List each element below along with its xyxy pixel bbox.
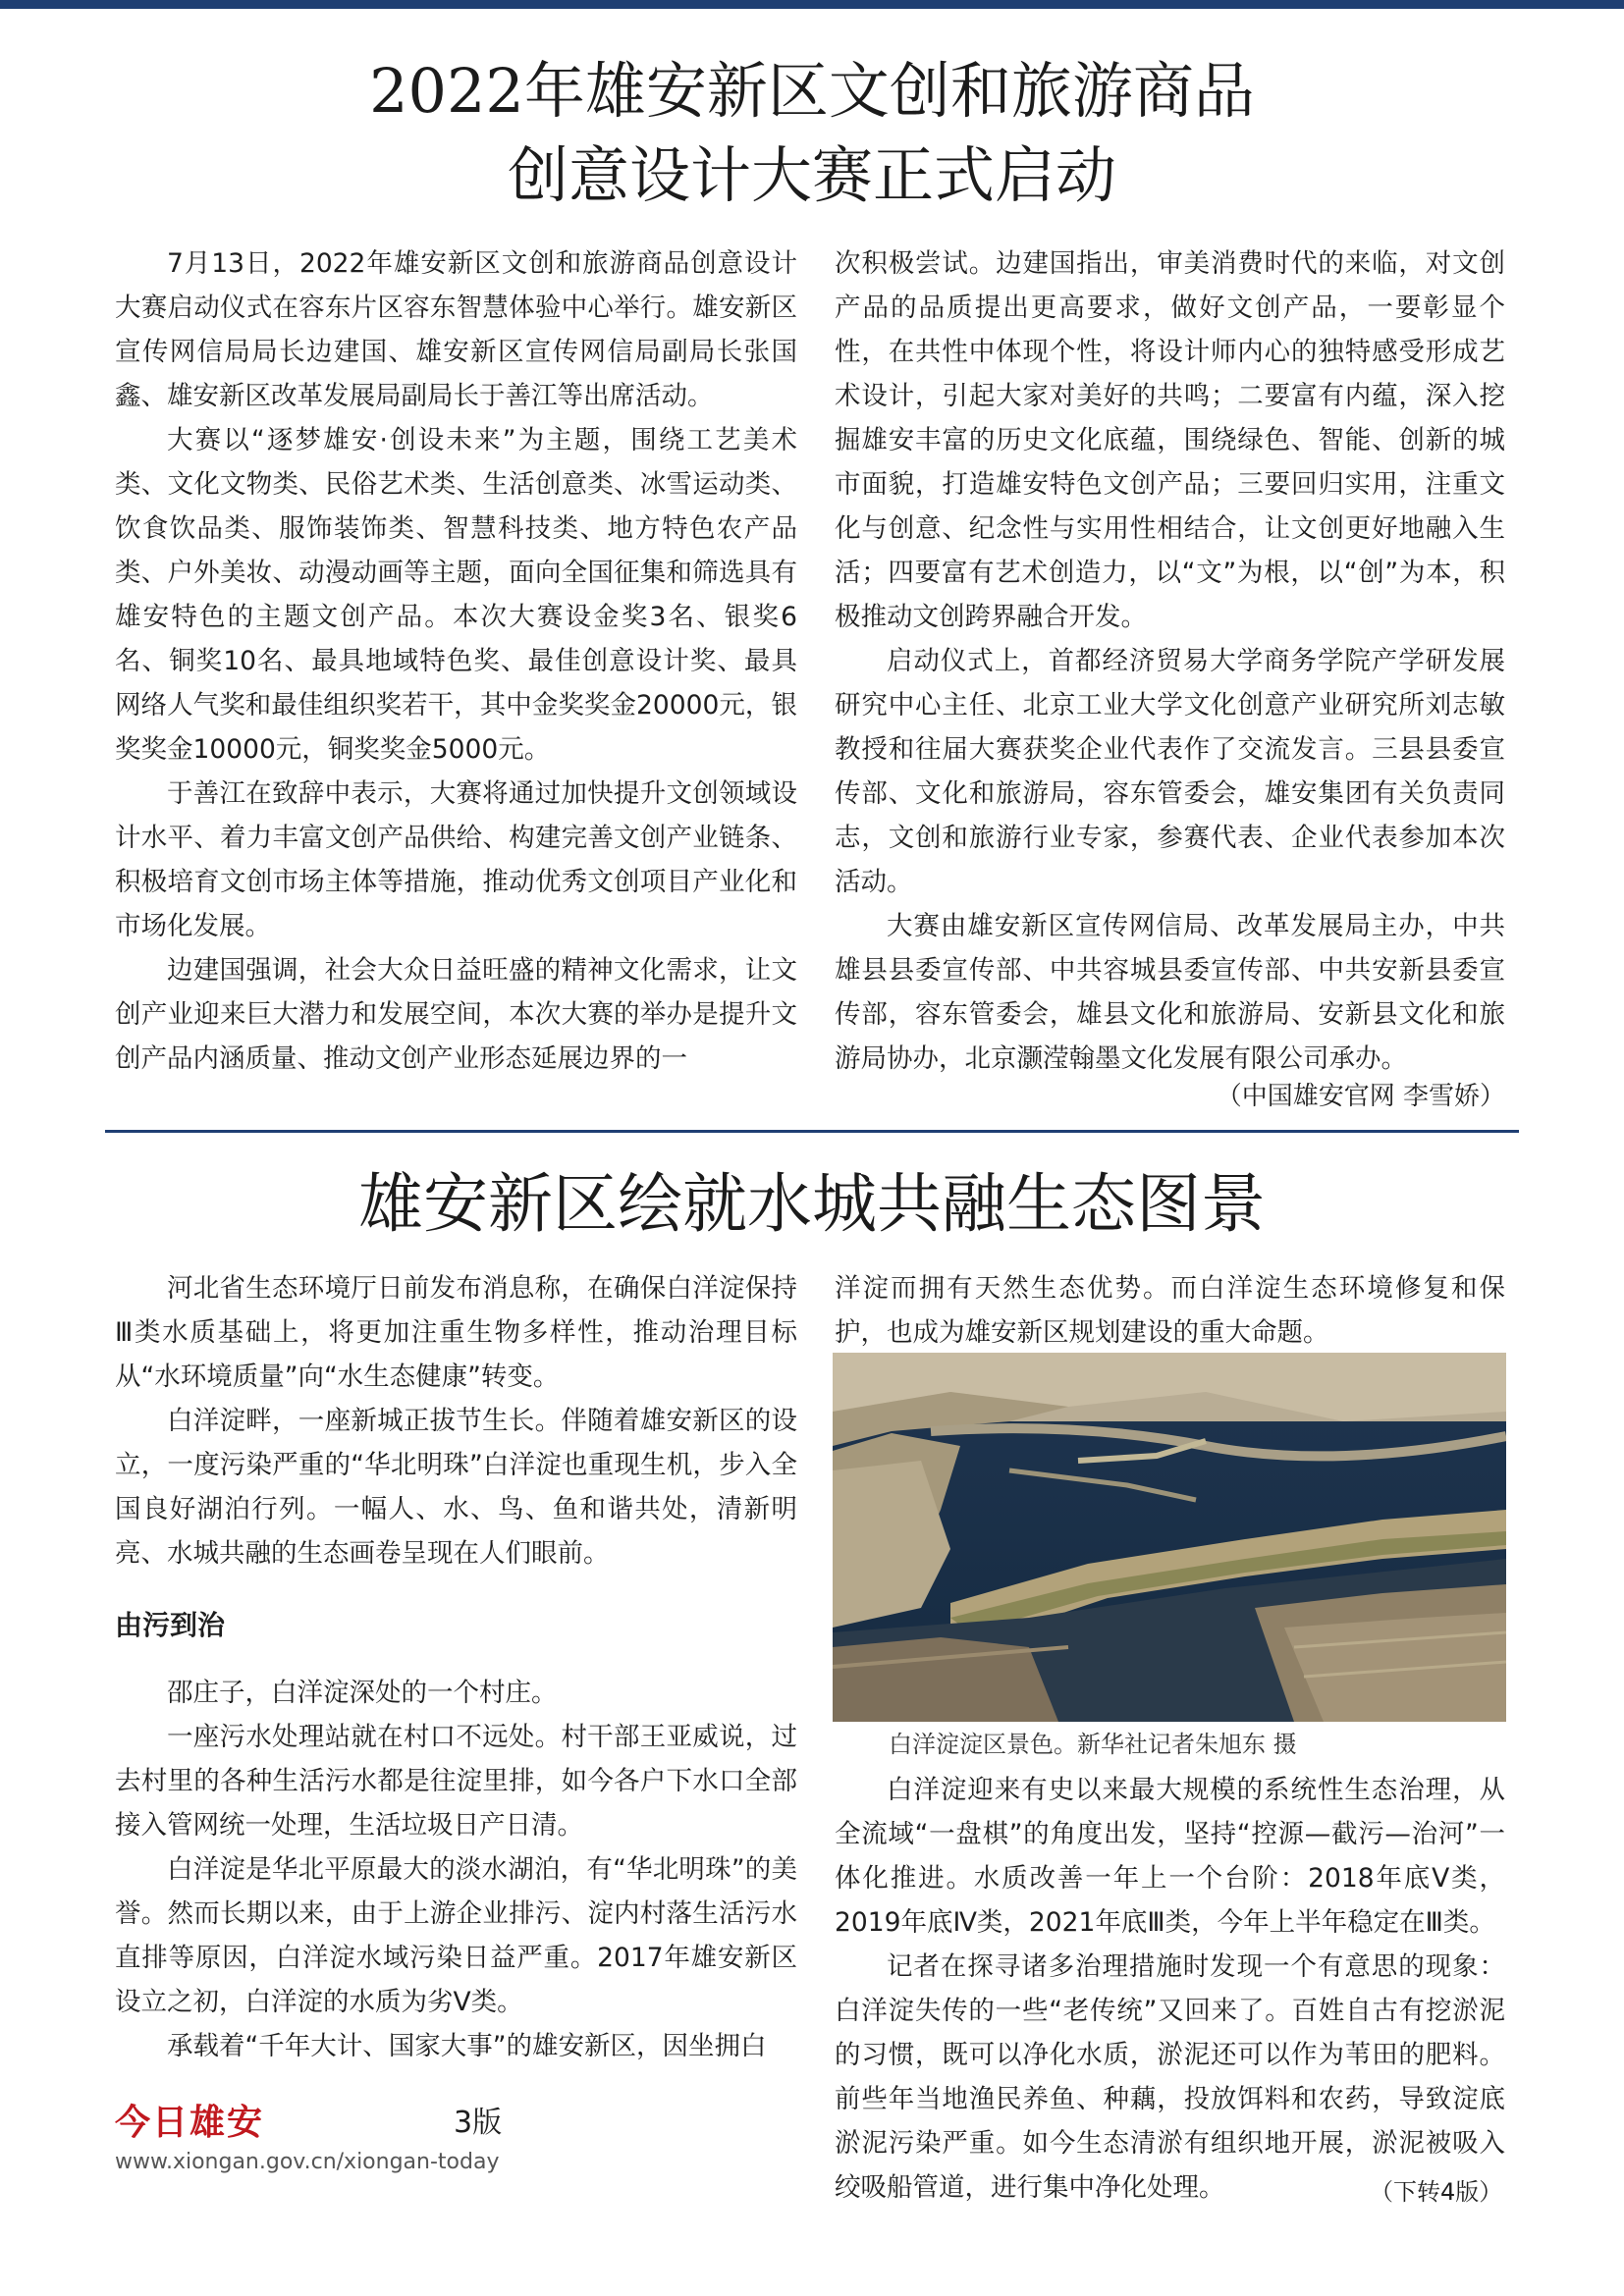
article2-paragraph: 邵庄子，白洋淀深处的一个村庄。 [167,1678,558,1708]
article2-paragraph: 记者在探寻诸多治理措施时发现一个有意思的现象：白洋淀失传的一些“老传统”又回来了。百姓自古有挖淤泥的习惯，既可以净化水质，淤泥还可以作为苇田的肥料。前些年当地渔民养鱼、种藕，投放饵料和农药，导致淀底淤泥污染严重。如今生态清淤有组织地开展，淤泥被吸入绞吸船管道，进行集中净化处理。 [835,1951,1505,2203]
article2-paragraph: 白洋淀畔，一座新城正拔节生长。伴随着雄安新区的设立，一度污染严重的“华北明珠”白洋淀也重现生机，步入全国良好湖泊行列。一幅人、水、鸟、鱼和谐共处，清新明亮、水城共融的生态画卷呈现在人们眼前。 [115,1406,797,1569]
article1-paragraph: 7月13日，2022年雄安新区文创和旅游商品创意设计大赛启动仪式在容东片区容东智慧体验中心举行。雄安新区宣传网信局局长边建国、雄安新区宣传网信局副局长张国鑫、雄安新区改革发展局副局长于善江等出席活动。 [115,248,797,411]
article2-subheading: 由污到治 [115,1609,226,1641]
article2-paragraph: 承载着“千年大计、国家大事”的雄安新区，因坐拥白 [167,2031,767,2061]
lake-landscape-image [833,1353,1506,1722]
article2-left-column [115,1266,797,2068]
baiyangdian-aerial-photo [833,1353,1506,1722]
article2-paragraph: 白洋淀迎来有史以来最大规模的系统性生态治理，从全流域“一盘棋”的角度出发，坚持“控源—截污—治河”一体化推进。水质改善一年上一个台阶：2018年底V类，2019年底Ⅳ类，2021年底Ⅲ类，今年上半年稳定在Ⅲ类。 [835,1775,1505,1938]
article1-paragraph: 大赛由雄安新区宣传网信局、改革发展局主办，中共雄县县委宣传部、中共容城县委宣传部、中共安新县委宣传部，容东管委会，雄县文化和旅游局、安新县文化和旅游局协办，北京灏滢翰墨文化发展有限公司承办。 [835,911,1505,1074]
top-color-bar [0,0,1624,9]
article1-right-column [835,241,1505,1081]
article1-left-column [115,241,797,1081]
article2-paragraph: 洋淀而拥有天然生态优势。而白洋淀生态环境修复和保护，也成为雄安新区规划建设的重大命题。 [835,1273,1505,1348]
article2-right-body [835,1768,1505,2210]
article1-paragraph: 边建国强调，社会大众日益旺盛的精神文化需求，让文创产业迎来巨大潜力和发展空间，本次大赛的举办是提升文创产品内涵质量、推动文创产业形态延展边界的一 [115,955,797,1074]
article-divider [105,1130,1519,1133]
footer-url[interactable]: www.xiongan.gov.cn/xiongan-today [115,2150,500,2174]
article1-title [0,49,1624,218]
article2-right-top [835,1266,1505,1355]
article1-paragraph: 启动仪式上，首都经济贸易大学商务学院产学研发展研究中心主任、北京工业大学文化创意产业研究所刘志敏教授和往届大赛获奖企业代表作了交流发言。三县县委宣传部、文化和旅游局，容东管委会，雄安集团有关负责同志，文创和旅游行业专家，参赛代表、企业代表参加本次活动。 [835,646,1505,897]
article1-byline: （中国雄安官网 李雪娇） [1216,1082,1505,1111]
newspaper-logo: 今日雄安 [115,2102,265,2143]
article1-title-line2: 创意设计大赛正式启动 [507,139,1116,211]
photo-caption: 白洋淀淀区景色。新华社记者朱旭东 摄 [889,1731,1297,1758]
article2-paragraph: 一座污水处理站就在村口不远处。村干部王亚威说，过去村里的各种生活污水都是往淀里排，如今各户下水口全部接入管网统一处理，生活垃圾日产日清。 [115,1722,797,1841]
article1-title-line1: 2022年雄安新区文创和旅游商品 [369,55,1255,127]
continued-note: （下转4版） [1370,2178,1503,2206]
article2-paragraph: 河北省生态环境厅日前发布消息称，在确保白洋淀保持Ⅲ类水质基础上，将更加注重生物多样性，推动治理目标从“水环境质量”向“水生态健康”转变。 [115,1273,797,1392]
article1-paragraph: 大赛以“逐梦雄安·创设未来”为主题，围绕工艺美术类、文化文物类、民俗艺术类、生活创意类、冰雪运动类、饮食饮品类、服饰装饰类、智慧科技类、地方特色农产品类、户外美妆、动漫动画等主题，面向全国征集和筛选具有雄安特色的主题文创产品。本次大赛设金奖3名、银奖6名、铜奖10名、最具地域特色奖、最佳创意设计奖、最具网络人气奖和最佳组织奖若干，其中金奖奖金20000元，银奖奖金10000元，铜奖奖金5000元。 [115,425,797,765]
article1-paragraph: 次积极尝试。边建国指出，审美消费时代的来临，对文创产品的品质提出更高要求，做好文创产品，一要彰显个性，在共性中体现个性，将设计师内心的独特感受形成艺术设计，引起大家对美好的共鸣；二要富有内蕴，深入挖掘雄安丰富的历史文化底蕴，围绕绿色、智能、创新的城市面貌，打造雄安特色文创产品；三要回归实用，注重文化与创意、纪念性与实用性相结合，让文创更好地融入生活；四要富有艺术创造力，以“文”为根，以“创”为本，积极推动文创跨界融合开发。 [835,248,1505,632]
article1-paragraph: 于善江在致辞中表示，大赛将通过加快提升文创领域设计水平、着力丰富文创产品供给、构建完善文创产业链条、积极培育文创市场主体等措施，推动优秀文创项目产业化和市场化发展。 [115,778,797,941]
page-number: 3版 [454,2106,503,2140]
article2-paragraph: 白洋淀是华北平原最大的淡水湖泊，有“华北明珠”的美誉。然而长期以来，由于上游企业排污、淀内村落生活污水直排等原因，白洋淀水域污染日益严重。2017年雄安新区设立之初，白洋淀的水质为劣V类。 [115,1854,797,2017]
article2-title: 雄安新区绘就水城共融生态图景 [358,1166,1266,1242]
